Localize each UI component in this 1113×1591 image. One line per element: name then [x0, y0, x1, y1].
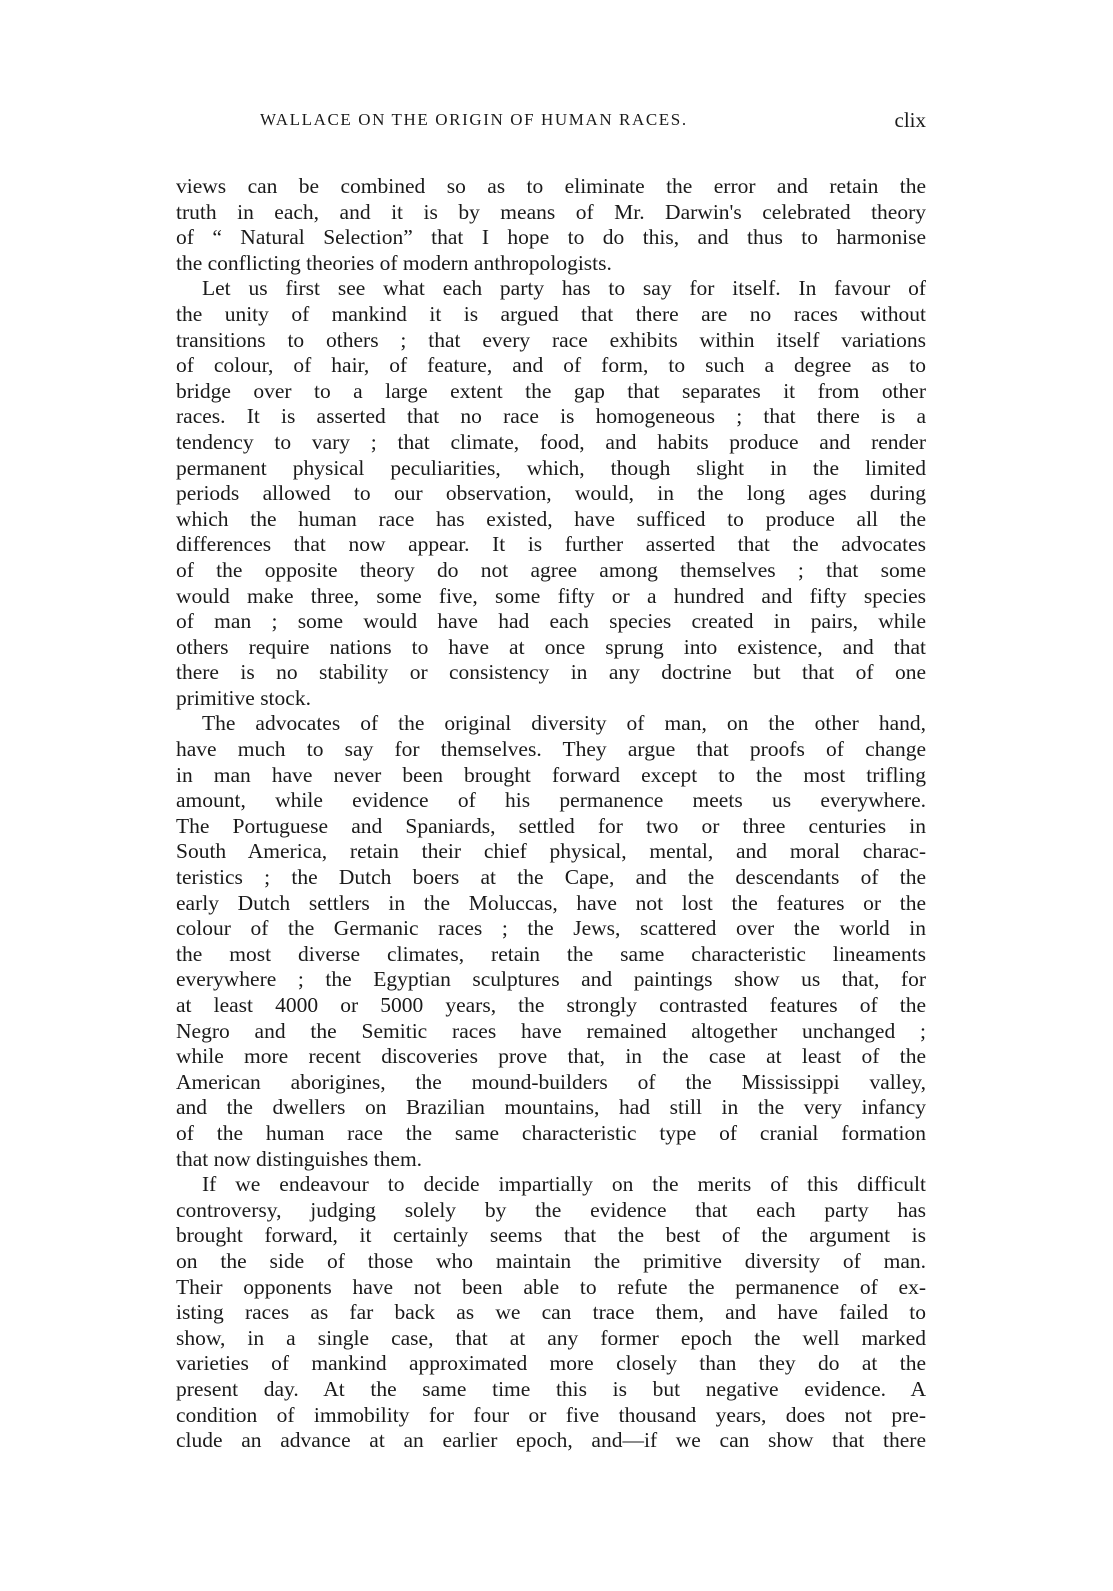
page-number: clix [894, 108, 926, 132]
text-line: brought forward, it certainly seems that the best of the argument is [176, 1223, 926, 1248]
text-line: Let us first see what each party has to say for itself. In favour of [202, 276, 926, 301]
paragraph [176, 711, 926, 1172]
text-line: views can be combined so as to eliminate the error and retain the [176, 174, 926, 198]
text-line: permanent physical peculiarities, which, though slight in the limited [176, 455, 926, 480]
text-line: the most diverse climates, retain the same characteristic lineaments [176, 941, 926, 966]
text-line: of the human race the same characteristic type of cranial formation [176, 1120, 926, 1145]
text-line: The Portuguese and Spaniards, settled for two or three centuries in [176, 813, 926, 838]
text-line: Their opponents have not been able to refute the permanence of ex- [176, 1274, 926, 1299]
text-line: the unity of mankind it is argued that there are no races without [176, 301, 926, 326]
text-line: colour of the Germanic races ; the Jews, scattered over the world in [176, 916, 926, 941]
text-line: condition of immobility for four or five thousand years, does not pre- [176, 1402, 926, 1427]
text-line: others require nations to have at once sprung into existence, and that [176, 634, 926, 659]
running-title: WALLACE ON THE ORIGIN OF HUMAN RACES. [260, 110, 688, 129]
text-line: which the human race has existed, have sufficed to produce all the [176, 506, 926, 531]
text-line: in man have never been brought forward except to the most trifling [176, 762, 926, 787]
paragraph [176, 1172, 926, 1454]
paragraph [176, 276, 926, 711]
text-line: controversy, judging solely by the evidence that each party has [176, 1197, 926, 1222]
text-line: of “ Natural Selection” that I hope to do this, and thus to harmonise [176, 225, 926, 250]
text-line: the conflicting theories of modern anthropologists. [176, 250, 612, 275]
text-line: isting races as far back as we can trace them, and have failed to [176, 1300, 926, 1325]
text-line: races. It is asserted that no race is homogeneous ; that there is a [176, 404, 926, 429]
text-line: differences that now appear. It is further asserted that the advocates [176, 532, 926, 557]
text-line: tendency to vary ; that climate, food, and habits produce and render [176, 429, 926, 454]
text-line: present day. At the same time this is but negative evidence. A [176, 1376, 926, 1401]
text-line: of man ; some would have had each species created in pairs, while [176, 609, 926, 634]
text-line: bridge over to a large extent the gap that separates it from other [176, 378, 926, 403]
text-line: amount, while evidence of his permanence meets us everywhere. [176, 788, 926, 813]
text-line: Negro and the Semitic races have remained altogether unchanged ; [176, 1018, 926, 1043]
text-line: clude an advance at an earlier epoch, and—if we can show that there [176, 1428, 926, 1453]
text-line: show, in a single case, that at any former epoch the well marked [176, 1325, 926, 1350]
text-line: transitions to others ; that every race exhibits within itself variations [176, 327, 926, 352]
text-line: The advocates of the original diversity of man, on the other hand, [202, 711, 926, 736]
text-line: American aborigines, the mound-builders of the Mississippi valley, [176, 1069, 926, 1094]
text-line: would make three, some five, some fifty or a hundred and fifty species [176, 583, 926, 608]
text-line: primitive stock. [176, 685, 311, 710]
text-line: that now distinguishes them. [176, 1146, 423, 1171]
text-line: truth in each, and it is by means of Mr. Darwin's celebrated theory [176, 199, 926, 224]
text-line: of colour, of hair, of feature, and of form, to such a degree as to [176, 353, 926, 378]
text-line: periods allowed to our observation, would, in the long ages during [176, 481, 926, 506]
text-line: at least 4000 or 5000 years, the strongly contrasted features of the [176, 993, 926, 1017]
paragraph [176, 174, 926, 276]
body-text [176, 174, 926, 1454]
text-line: while more recent discoveries prove that, in the case at least of the [176, 1044, 926, 1069]
running-header [176, 110, 926, 140]
text-line: early Dutch settlers in the Moluccas, have not lost the features or the [176, 890, 926, 915]
text-line: teristics ; the Dutch boers at the Cape, and the descendants of the [176, 865, 926, 890]
text-line: on the side of those who maintain the primitive diversity of man. [176, 1248, 926, 1273]
text-line: and the dwellers on Brazilian mountains, had still in the very infancy [176, 1095, 926, 1120]
text-line: there is no stability or consistency in any doctrine but that of one [176, 660, 926, 685]
text-line: South America, retain their chief physical, mental, and moral charac- [176, 839, 926, 864]
text-line: varieties of mankind approximated more closely than they do at the [176, 1351, 926, 1376]
text-line: If we endeavour to decide impartially on the merits of this difficult [202, 1172, 926, 1197]
text-line: have much to say for themselves. They argue that proofs of change [176, 737, 926, 762]
text-line: of the opposite theory do not agree among themselves ; that some [176, 557, 926, 582]
text-line: everywhere ; the Egyptian sculptures and paintings show us that, for [176, 967, 926, 992]
